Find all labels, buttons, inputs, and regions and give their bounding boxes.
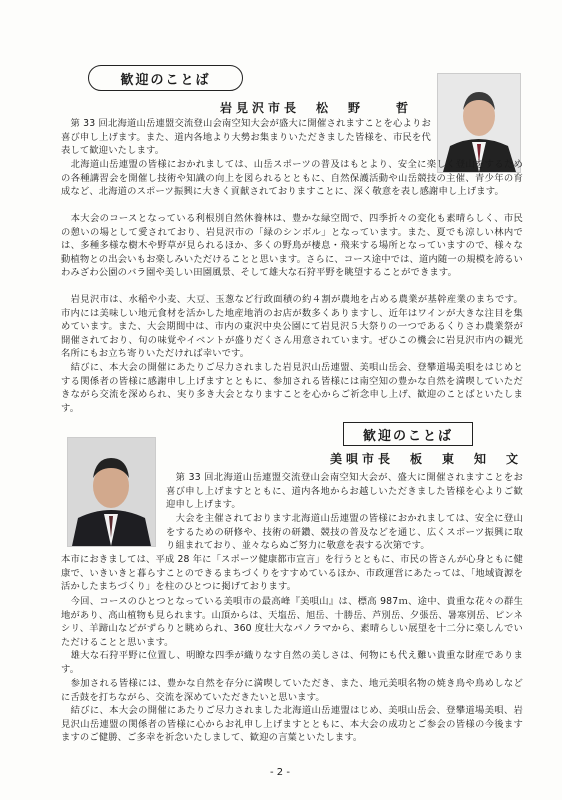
- signer-bibai-mayor: 美唄市長 板 東 知 文: [330, 452, 523, 466]
- welcome1-paragraph-5: 結びに、本大会の開催にあたりご尽力されました岩見沢山岳連盟、美唄山岳会、登攀道場美唄をはじめとする関係者の皆様に感謝申し上げますとともに、参加される皆様には南空知の豊かな自然を満喫していただきながら交流を深められ、実り多き大会となりますことを心からご祈念申し上げ、歓迎のことばといたします。: [61, 362, 523, 414]
- welcome2-paragraph-1: 第 33 回北海道山岳連盟交流登山会南空知大会が、盛大に開催されますことをお喜び申し上げますとともに、道内各地からお越しいただきました皆様を心よりご歓迎申し上げます。: [166, 472, 523, 511]
- page-number: - 2 -: [270, 767, 290, 778]
- welcome1-paragraph-2: 北海道山岳連盟の皆様におかれましては、山岳スポーツの普及はもとより、安全に楽しく登山をするための各種講習会を開催し技術や知識の向上を図られるとともに、自然保護活動や山岳競技の主催、青少年の育成など、北海道のスポーツ振興に大きく貢献されておりますことに、深く敬意を表し感謝申し上げます。: [61, 159, 523, 198]
- welcome2-paragraph-5: 雄大な石狩平野に位置し、明瞭な四季が織りなす自然の美しさは、何物にも代え難い貴重な財産であります。: [61, 650, 523, 675]
- welcome1-paragraph-1: 第 33 回北海道山岳連盟交流登山会南空知大会が盛大に開催されますことを心よりお喜び申し上げます。また、道内各地より大勢お集まりいただきました皆様を、市民を代表して歓迎いたします。: [61, 118, 431, 157]
- welcome2-paragraph-4: 今回、コースのひとつとなっている美唄市の最高峰『美唄山』は、標高 987ｍ、途中、貴重な花々の群生地があり、高山植物も見られます。山頂からは、天塩岳、旭岳、十勝岳、芦別岳、夕張岳、暑寒別岳、ピンネシリ、羊蹄山などがずらりと眺められ、360 度壮大なパノラマから、素晴らしい展望を十二分に楽しんでいただけることと思います。: [61, 596, 523, 648]
- welcome2-paragraph-6: 参加される皆様には、豊かな自然を存分に満喫していただき、また、地元美唄名物の焼き鳥や鳥めしなどに舌鼓を打ちながら、交流を深めていただきたいと思います。: [61, 678, 523, 703]
- welcome2-paragraph-3: 本市におきましては、平成 28 年に「スポーツ健康都市宣言」を行うとともに、市民の皆さんが心身ともに健康で、いきいきと暮らすことのできるまちづくりをすすめているほか、市政運営にあたっては、「地域資源を活かしたまちづくり」を柱のひとつに掲げております。: [61, 554, 523, 593]
- welcome-heading-2: 歓迎のことば: [343, 422, 473, 446]
- welcome1-paragraph-3: 本大会のコースとなっている利根別自然休養林は、豊かな緑空間で、四季折々の変化も素晴らしく、市民の憩いの場として愛されており、岩見沢市の「緑のシンボル」となっています。また、夏でも涼しい林内では、多種多様な樹木や野草が見られるほか、多くの野鳥が棲息・飛来する場所となっていますので、様々な動植物との出会いもお楽しみいただけることと思います。さらに、コース途中では、道内随一の規模を誇るいわみざわ公園のバラ園や美しい田園風景、そして雄大な石狩平野を眺望することができます。: [61, 213, 523, 279]
- mayor-photo-2: [67, 437, 156, 547]
- welcome1-paragraph-4: 岩見沢市は、水稲や小麦、大豆、玉葱など行政面積の約４割が農地を占める農業が基幹産業のまちです。市内には美味しい地元食材を活かした地産地消のお店が数多くありますし、近年はワインが大きな注目を集めています。また、大会期間中は、市内の東沢中央公園にて岩見沢５大祭りの一つであるくりさわ農業祭が開催されており、旬の味覚やイベントが盛りだくさん用意されています。ぜひこの機会に岩見沢市内の観光名所にもお立ち寄りいただければ幸いです。: [61, 294, 523, 360]
- welcome-heading-1: 歓迎のことば: [88, 65, 243, 91]
- welcome2-paragraph-7: 結びに、本大会の開催にあたりご尽力されました北海道山岳連盟はじめ、美唄山岳会、登攀道場美唄、岩見沢山岳連盟の関係者の皆様に心からお礼申し上げますとともに、本大会の成功とご参会の皆様の今後ますますのご健勝、ご多幸を祈念いたしまして、歓迎の言葉といたします。: [61, 705, 523, 744]
- signer-iwamizawa-mayor: 岩見沢市長 松 野 哲: [220, 101, 413, 115]
- welcome2-paragraph-2: 大会を主催されております北海道山岳連盟の皆様におかれましては、安全に登山をするための研修や、技術の研鑽、競技の普及などを通じ、広くスポーツ振興に取り組まれており、並々ならぬご努力に敬意を表する次第です。: [166, 513, 523, 552]
